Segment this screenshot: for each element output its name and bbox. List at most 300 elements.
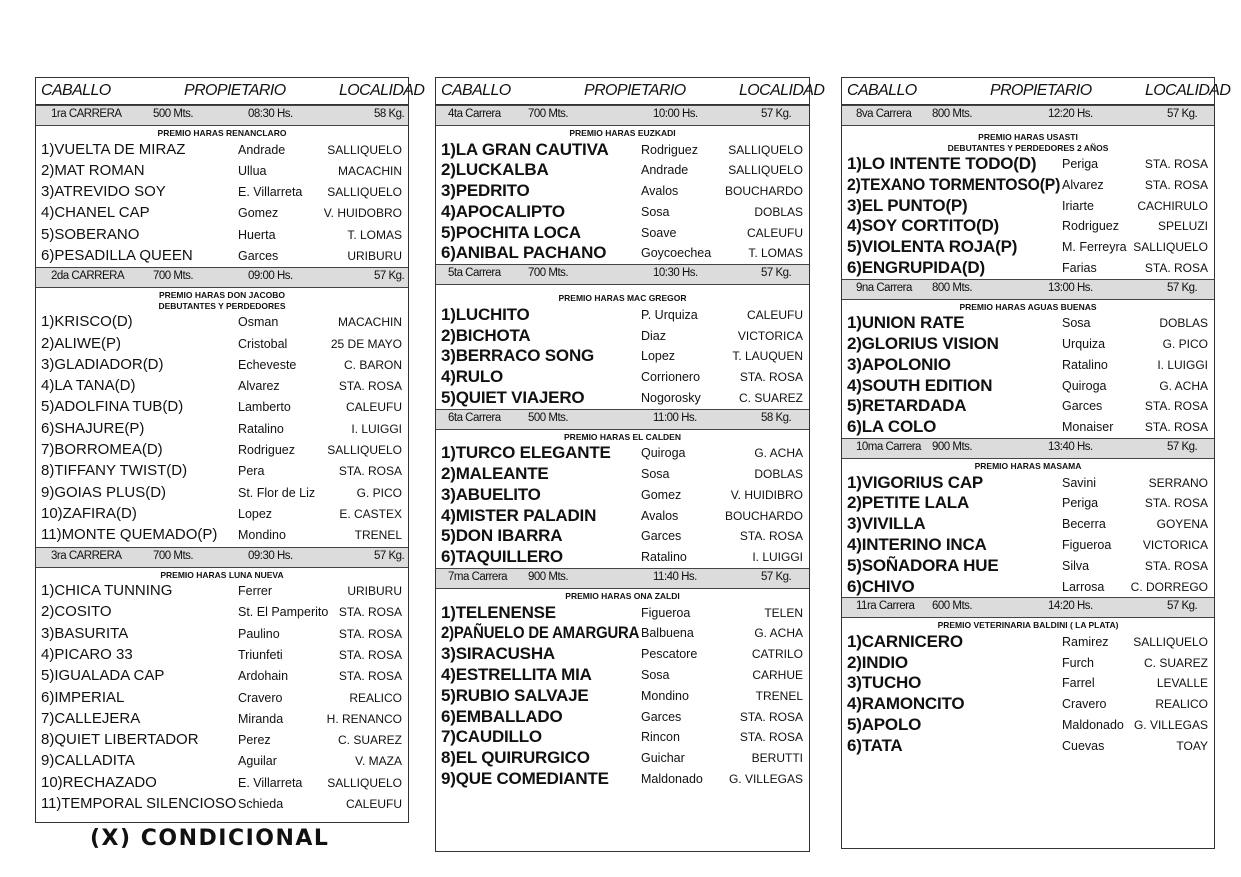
horse-row bbox=[36, 666, 408, 687]
race-distance: 900 Mts. bbox=[932, 441, 973, 454]
horse-name: 1)CARNICERO bbox=[847, 631, 963, 651]
race-distance: 500 Mts. bbox=[528, 411, 569, 424]
race-time: 11:00 Hs. bbox=[653, 411, 697, 424]
horse-row bbox=[842, 355, 1214, 376]
horse-name: 1)TELENENSE bbox=[441, 602, 556, 622]
horse-locality: C. DORREGO bbox=[1130, 579, 1208, 594]
horse-row bbox=[436, 526, 809, 547]
horse-row bbox=[842, 396, 1214, 417]
horse-row bbox=[36, 312, 408, 333]
horse-owner: Ratalino bbox=[238, 421, 284, 436]
horse-row bbox=[36, 376, 408, 397]
horse-name: 3)SIRACUSHA bbox=[441, 644, 555, 664]
race-distance: 800 Mts. bbox=[932, 281, 973, 294]
horse-row bbox=[436, 181, 809, 202]
horse-owner: St. Flor de Liz bbox=[238, 485, 316, 500]
horse-name: 6)IMPERIAL bbox=[41, 688, 125, 706]
race-info-bar bbox=[842, 105, 1214, 126]
horse-name: 7)CALLEJERA bbox=[41, 709, 141, 727]
race-weight: 57 Kg. bbox=[1167, 600, 1198, 613]
column-3-panel bbox=[841, 77, 1231, 849]
horse-row bbox=[436, 686, 809, 707]
horse-locality: CALEUFU bbox=[345, 797, 402, 812]
horse-row bbox=[842, 196, 1214, 217]
localidad-header: LOCALIDAD bbox=[1145, 82, 1231, 99]
race-prize-title bbox=[842, 300, 1214, 314]
horse-row bbox=[36, 419, 408, 440]
horse-name: 1)VIGORIUS CAP bbox=[847, 472, 984, 492]
race-number: 8va Carrera bbox=[856, 108, 912, 120]
race-info-bar bbox=[436, 105, 809, 126]
horse-row bbox=[36, 334, 408, 355]
horse-row bbox=[842, 258, 1214, 279]
horse-row bbox=[842, 673, 1214, 694]
horse-owner: Lopez bbox=[641, 349, 676, 364]
horse-name: 6)ENGRUPIDA(D) bbox=[847, 257, 985, 277]
horse-row bbox=[36, 182, 408, 203]
horse-row bbox=[36, 730, 408, 751]
horse-name: 6)TAQUILLERO bbox=[441, 547, 563, 567]
horse-owner: Echeveste bbox=[238, 357, 297, 372]
horse-owner: Maldonado bbox=[641, 771, 703, 786]
horse-locality: BERUTTI bbox=[751, 751, 803, 766]
horse-owner: Pescatore bbox=[641, 647, 698, 662]
horse-name: 8)EL QUIRURGICO bbox=[441, 748, 590, 768]
race-weight: 57 Kg. bbox=[374, 549, 405, 562]
horse-row bbox=[36, 461, 408, 482]
horse-row bbox=[436, 665, 809, 686]
race-prize-title bbox=[436, 589, 809, 603]
race-distance: 700 Mts. bbox=[153, 549, 194, 562]
horse-name: 5)QUIET VIAJERO bbox=[441, 387, 585, 407]
column-2-panel bbox=[435, 77, 825, 852]
prize-line: PREMIO HARAS USASTI bbox=[978, 132, 1078, 142]
horse-row bbox=[36, 709, 408, 730]
horse-locality: C. BARON bbox=[343, 357, 402, 372]
horse-owner: Silva bbox=[1062, 558, 1090, 573]
horse-name: 1)TURCO ELEGANTE bbox=[441, 443, 611, 463]
horse-name: 4)MISTER PALADIN bbox=[441, 505, 597, 525]
race-prize-title bbox=[436, 430, 809, 444]
horse-row bbox=[436, 506, 809, 527]
horse-owner: Furch bbox=[1062, 655, 1094, 670]
horse-name: 5)RETARDADA bbox=[847, 396, 967, 416]
horse-row bbox=[36, 483, 408, 504]
horse-name: 1)LO INTENTE TODO(D) bbox=[847, 154, 1037, 173]
horse-locality: C. SUAREZ bbox=[738, 390, 803, 405]
race-number: 6ta Carrera bbox=[448, 411, 501, 424]
prize-line: PREMIO VETERINARIA BALDINI ( LA PLATA) bbox=[937, 620, 1119, 631]
horse-owner: Maldonado bbox=[1062, 718, 1124, 733]
race-prize-title bbox=[436, 285, 809, 305]
horse-locality: STA. ROSA bbox=[338, 626, 402, 641]
race-info-bar bbox=[842, 438, 1214, 459]
horse-name: 3)ATREVIDO SOY bbox=[41, 183, 166, 201]
horse-owner: Farrel bbox=[1062, 676, 1095, 691]
horse-name: 6)CHIVO bbox=[847, 576, 915, 596]
race-number: 5ta Carrera bbox=[448, 267, 501, 280]
race-weight: 57 Kg. bbox=[1167, 108, 1198, 120]
horse-owner: Sosa bbox=[641, 467, 670, 482]
horse-locality: G. VILLEGAS bbox=[728, 771, 803, 786]
horse-row bbox=[436, 388, 809, 409]
horse-locality: CARHUE bbox=[752, 667, 803, 682]
horse-owner: Perez bbox=[238, 733, 271, 748]
horse-name: 5)DON IBARRA bbox=[441, 526, 563, 546]
race-time: 11:40 Hs. bbox=[653, 571, 697, 584]
horse-locality: CALEUFU bbox=[746, 225, 803, 240]
horse-locality: G. ACHA bbox=[754, 446, 803, 461]
race-distance: 500 Mts. bbox=[153, 108, 194, 120]
race-info-bar bbox=[36, 105, 408, 126]
horse-name: 5)SOBERANO bbox=[41, 225, 140, 243]
horse-owner: Miranda bbox=[238, 711, 284, 726]
horse-owner: Aguilar bbox=[238, 754, 277, 769]
horse-owner: Goycoechea bbox=[641, 246, 712, 261]
horse-locality: SALLIQUELO bbox=[327, 185, 402, 200]
horse-owner: Periga bbox=[1062, 496, 1099, 511]
horse-name: 4)RAMONCITO bbox=[847, 694, 965, 714]
horse-name: 5)IGUALADA CAP bbox=[41, 667, 165, 685]
horse-owner: St. El Pamperito bbox=[238, 605, 329, 620]
horse-owner: Balbuena bbox=[641, 626, 694, 641]
horse-row bbox=[436, 485, 809, 506]
horse-owner: Becerra bbox=[1062, 517, 1106, 532]
horse-row bbox=[842, 313, 1214, 334]
horse-name: 9)GOIAS PLUS(D) bbox=[41, 483, 167, 501]
horse-row bbox=[436, 346, 809, 367]
race-prize-title bbox=[36, 568, 408, 582]
horse-name: 5)APOLO bbox=[847, 715, 922, 735]
horse-locality: STA. ROSA bbox=[739, 730, 803, 745]
horse-owner: Savini bbox=[1062, 475, 1097, 490]
race-weight: 58 Kg. bbox=[374, 108, 405, 120]
horse-row bbox=[36, 203, 408, 224]
race-info-bar bbox=[36, 547, 408, 568]
horse-row bbox=[436, 140, 809, 161]
race-distance: 700 Mts. bbox=[153, 270, 194, 283]
horse-row bbox=[436, 603, 809, 624]
horse-locality: V. MAZA bbox=[355, 754, 402, 769]
horse-locality: STA. ROSA bbox=[1144, 260, 1208, 275]
horse-locality: SPELUZI bbox=[1157, 219, 1208, 234]
horse-owner: Huerta bbox=[238, 227, 276, 242]
race-info-bar bbox=[436, 264, 809, 285]
caballo-header: CABALLO bbox=[41, 82, 111, 99]
horse-row bbox=[842, 715, 1214, 736]
race-info-bar bbox=[436, 409, 809, 430]
horse-locality: STA. ROSA bbox=[1144, 157, 1208, 171]
horse-row bbox=[36, 246, 408, 267]
horse-owner: Ardohain bbox=[238, 669, 289, 684]
horse-owner: Andrade bbox=[238, 142, 286, 157]
horse-row bbox=[36, 225, 408, 246]
horse-row bbox=[842, 653, 1214, 674]
horse-locality: VICTORICA bbox=[737, 328, 803, 343]
horse-locality: G. ACHA bbox=[754, 626, 803, 641]
horse-row bbox=[436, 547, 809, 568]
propietario-header: PROPIETARIO bbox=[184, 82, 286, 99]
caballo-header: CABALLO bbox=[847, 82, 917, 99]
horse-locality: TELEN bbox=[764, 605, 803, 620]
propietario-header: PROPIETARIO bbox=[990, 82, 1092, 99]
horse-owner: Osman bbox=[238, 315, 279, 330]
prize-line: PREMIO HARAS MASAMA bbox=[974, 461, 1082, 472]
horse-row bbox=[36, 624, 408, 645]
horse-locality: G. VILLEGAS bbox=[1133, 718, 1208, 733]
horse-row bbox=[36, 140, 408, 161]
horse-locality: DOBLAS bbox=[754, 204, 803, 219]
horse-locality: DOBLAS bbox=[1159, 316, 1208, 331]
horse-row bbox=[436, 443, 809, 464]
horse-owner: Corrionero bbox=[641, 370, 701, 385]
horse-row bbox=[842, 535, 1214, 556]
race-distance: 900 Mts. bbox=[528, 571, 569, 584]
horse-owner: Cuevas bbox=[1062, 738, 1105, 753]
horse-locality: H. RENANCO bbox=[326, 711, 402, 726]
horse-owner: Rodriguez bbox=[641, 142, 698, 157]
horse-name: 3)BASURITA bbox=[41, 624, 129, 642]
horse-owner: Cravero bbox=[1062, 697, 1107, 712]
horse-locality: T. LOMAS bbox=[748, 246, 803, 261]
horse-owner: Alvarez bbox=[1062, 177, 1104, 192]
horse-name: 4)SOY CORTITO(D) bbox=[847, 216, 1000, 236]
horse-locality: SALLIQUELO bbox=[728, 163, 803, 178]
horse-name: 3)ABUELITO bbox=[441, 484, 541, 504]
horse-locality: GOYENA bbox=[1156, 517, 1208, 532]
horse-name: 6)PESADILLA QUEEN bbox=[41, 246, 193, 264]
horse-name: 2)COSITO bbox=[41, 603, 112, 621]
horse-locality: G. ACHA bbox=[1159, 378, 1208, 393]
horse-row bbox=[436, 623, 809, 644]
horse-row bbox=[842, 694, 1214, 715]
horse-name: 11)TEMPORAL SILENCIOSO bbox=[41, 795, 237, 813]
horse-name: 5)ADOLFINA TUB(D) bbox=[41, 398, 184, 416]
column-header bbox=[36, 78, 425, 105]
horse-name: 6)LA COLO bbox=[847, 417, 937, 437]
horse-row bbox=[436, 305, 809, 326]
race-distance: 600 Mts. bbox=[932, 600, 973, 613]
horse-name: 2)MALEANTE bbox=[441, 464, 549, 484]
horse-locality: STA. ROSA bbox=[1144, 177, 1208, 192]
horse-locality: STA. ROSA bbox=[1144, 496, 1208, 511]
race-distance: 700 Mts. bbox=[528, 267, 569, 280]
horse-locality: STA. ROSA bbox=[338, 647, 402, 662]
horse-row bbox=[436, 769, 809, 790]
horse-locality: V. HUIDIBRO bbox=[730, 487, 803, 502]
horse-name: 2)PETITE LALA bbox=[847, 493, 970, 513]
horse-row bbox=[36, 397, 408, 418]
race-number: 2da CARRERA bbox=[51, 270, 125, 283]
horse-owner: Periga bbox=[1062, 157, 1099, 171]
horse-name: 1)KRISCO(D) bbox=[41, 313, 133, 331]
horse-locality: I. LUIGGI bbox=[351, 421, 402, 436]
race-distance: 700 Mts. bbox=[528, 108, 569, 120]
horse-name: 4)CHANEL CAP bbox=[41, 204, 150, 222]
horse-locality: LEVALLE bbox=[1156, 676, 1208, 691]
horse-locality: STA. ROSA bbox=[739, 709, 803, 724]
horse-owner: E. Villarreta bbox=[238, 185, 303, 200]
horse-locality: T. LOMAS bbox=[347, 227, 402, 242]
column-1-panel bbox=[35, 77, 425, 823]
horse-row bbox=[436, 223, 809, 244]
horse-locality: STA. ROSA bbox=[338, 669, 402, 684]
horse-locality: CACHIRULO bbox=[1137, 198, 1208, 213]
horse-row bbox=[842, 556, 1214, 577]
horse-locality: CALEUFU bbox=[345, 400, 402, 415]
horse-owner: Gomez bbox=[641, 487, 682, 502]
horse-owner: Garces bbox=[641, 709, 682, 724]
horse-row bbox=[436, 644, 809, 665]
horse-name: 2)BICHOTA bbox=[441, 325, 531, 345]
horse-owner: Pera bbox=[238, 464, 265, 479]
race-weight: 57 Kg. bbox=[761, 108, 792, 120]
horse-row bbox=[36, 794, 408, 815]
prize-line: PREMIO HARAS EL CALDEN bbox=[564, 431, 681, 442]
horse-row bbox=[842, 577, 1214, 598]
horse-name: 6)TATA bbox=[847, 735, 903, 755]
horse-name: 3)PEDRITO bbox=[441, 181, 530, 201]
horse-owner: Sosa bbox=[641, 204, 670, 219]
horse-locality: CALEUFU bbox=[746, 307, 803, 322]
race-number: 11ra Carrera bbox=[856, 600, 915, 613]
horse-owner: Lamberto bbox=[238, 400, 291, 415]
horse-name: 2)ALIWE(P) bbox=[41, 334, 122, 352]
horse-locality: STA. ROSA bbox=[338, 379, 402, 394]
horse-locality: URIBURU bbox=[347, 248, 402, 263]
horse-owner: Paulino bbox=[238, 626, 280, 641]
horse-locality: TRENEL bbox=[755, 688, 803, 703]
prize-line: PREMIO HARAS EUZKADI bbox=[569, 128, 676, 138]
race-number: 1ra CARRERA bbox=[51, 108, 122, 120]
horse-owner: Soave bbox=[641, 225, 677, 240]
horse-locality: SALLIQUELO bbox=[728, 142, 803, 157]
horse-locality: E. CASTEX bbox=[339, 506, 402, 521]
prize-line: PREMIO HARAS MAC GREGOR bbox=[558, 293, 687, 304]
horse-row bbox=[36, 355, 408, 376]
horse-owner: Iriarte bbox=[1062, 198, 1094, 213]
race-weight: 58 Kg. bbox=[761, 411, 792, 424]
horse-name: 4)INTERINO INCA bbox=[847, 534, 987, 554]
horse-owner: Ferrer bbox=[238, 584, 273, 599]
race-prize-title bbox=[436, 126, 809, 140]
horse-locality: DOBLAS bbox=[754, 467, 803, 482]
horse-name: 4)APOCALIPTO bbox=[441, 201, 565, 221]
prize-line: PREMIO HARAS AGUAS BUENAS bbox=[959, 301, 1097, 312]
horse-owner: Farias bbox=[1062, 260, 1097, 275]
horse-row bbox=[36, 581, 408, 602]
horse-name: 2)GLORIUS VISION bbox=[847, 334, 999, 354]
horse-name: 4)LA TANA(D) bbox=[41, 377, 136, 395]
horse-owner: Sosa bbox=[641, 667, 670, 682]
column-header bbox=[842, 78, 1231, 105]
race-weight: 57 Kg. bbox=[374, 270, 405, 283]
race-number: 7ma Carrera bbox=[448, 571, 508, 584]
horse-row bbox=[842, 632, 1214, 653]
horse-locality: SALLIQUELO bbox=[1133, 240, 1208, 255]
horse-row bbox=[842, 334, 1214, 355]
race-info-bar bbox=[842, 279, 1214, 300]
horse-name: 1)VUELTA DE MIRAZ bbox=[41, 140, 186, 158]
horse-name: 1)LA GRAN CAUTIVA bbox=[441, 139, 609, 159]
horse-name: 6)EMBALLADO bbox=[441, 706, 563, 726]
horse-row bbox=[36, 773, 408, 794]
horse-locality: STA. ROSA bbox=[739, 370, 803, 385]
horse-row bbox=[436, 707, 809, 728]
horse-locality: MACACHIN bbox=[337, 315, 402, 330]
horse-owner: M. Ferreyra bbox=[1062, 240, 1127, 255]
horse-name: 3)BERRACO SONG bbox=[441, 346, 595, 366]
horse-owner: Figueroa bbox=[1062, 537, 1112, 552]
horse-owner: Rodriguez bbox=[1062, 219, 1119, 234]
horse-row bbox=[436, 202, 809, 223]
horse-name: 1)UNION RATE bbox=[847, 313, 965, 333]
horse-owner: Sosa bbox=[1062, 316, 1091, 331]
horse-owner: Monaiser bbox=[1062, 420, 1114, 435]
race-distance: 800 Mts. bbox=[932, 108, 973, 120]
horse-locality: STA. ROSA bbox=[739, 529, 803, 544]
horse-row bbox=[436, 326, 809, 347]
horse-locality: CATRILO bbox=[751, 647, 803, 662]
horse-row bbox=[436, 243, 809, 264]
horse-locality: 25 DE MAYO bbox=[330, 336, 402, 351]
horse-locality: BOUCHARDO bbox=[724, 508, 803, 523]
horse-owner: Gomez bbox=[238, 206, 279, 221]
horse-row bbox=[842, 216, 1214, 237]
race-time: 14:20 Hs. bbox=[1048, 600, 1093, 613]
column-header bbox=[436, 78, 825, 105]
race-weight: 57 Kg. bbox=[1167, 281, 1198, 294]
horse-name: 3)GLADIADOR(D) bbox=[41, 355, 164, 373]
race-number: 4ta Carrera bbox=[448, 108, 501, 120]
horse-row bbox=[436, 464, 809, 485]
horse-name: 10)ZAFIRA(D) bbox=[41, 504, 137, 522]
race-prize-title bbox=[842, 618, 1214, 632]
race-number: 3ra CARRERA bbox=[51, 549, 122, 562]
horse-row bbox=[842, 493, 1214, 514]
race-time: 13:00 Hs. bbox=[1048, 281, 1093, 294]
horse-name: 3)EL PUNTO(P) bbox=[847, 195, 968, 215]
race-info-bar bbox=[36, 267, 408, 288]
horse-owner: Guichar bbox=[641, 751, 685, 766]
horse-row bbox=[842, 736, 1214, 757]
horse-locality: STA. ROSA bbox=[338, 464, 402, 479]
horse-owner: Avalos bbox=[641, 508, 679, 523]
horse-name: 6)SHAJURE(P) bbox=[41, 419, 145, 437]
horse-owner: Mondino bbox=[641, 688, 689, 703]
race-time: 09:30 Hs. bbox=[248, 549, 293, 562]
horse-name: 7)CAUDILLO bbox=[441, 727, 542, 747]
race-prize-title bbox=[842, 126, 1214, 154]
horse-row bbox=[842, 473, 1214, 494]
localidad-header: LOCALIDAD bbox=[339, 82, 425, 99]
race-prize-title bbox=[842, 459, 1214, 473]
horse-locality: REALICO bbox=[1155, 697, 1208, 712]
horse-name: 4)PICARO 33 bbox=[41, 645, 133, 663]
horse-locality: MACACHIN bbox=[337, 163, 402, 178]
horse-name: 8)QUIET LIBERTADOR bbox=[41, 731, 199, 749]
race-time: 08:30 Hs. bbox=[248, 108, 293, 120]
prize-line: PREMIO HARAS RENANCLARO bbox=[157, 128, 287, 138]
localidad-header: LOCALIDAD bbox=[739, 82, 825, 99]
race-time: 10:30 Hs. bbox=[653, 267, 698, 280]
horse-row bbox=[842, 175, 1214, 196]
horse-name: 1)CHICA TUNNING bbox=[41, 582, 173, 600]
horse-owner: Larrosa bbox=[1062, 579, 1105, 594]
horse-name: 3)VIVILLA bbox=[847, 514, 926, 534]
horse-locality: I. LUIGGI bbox=[1157, 357, 1208, 372]
horse-locality: STA. ROSA bbox=[1144, 399, 1208, 414]
